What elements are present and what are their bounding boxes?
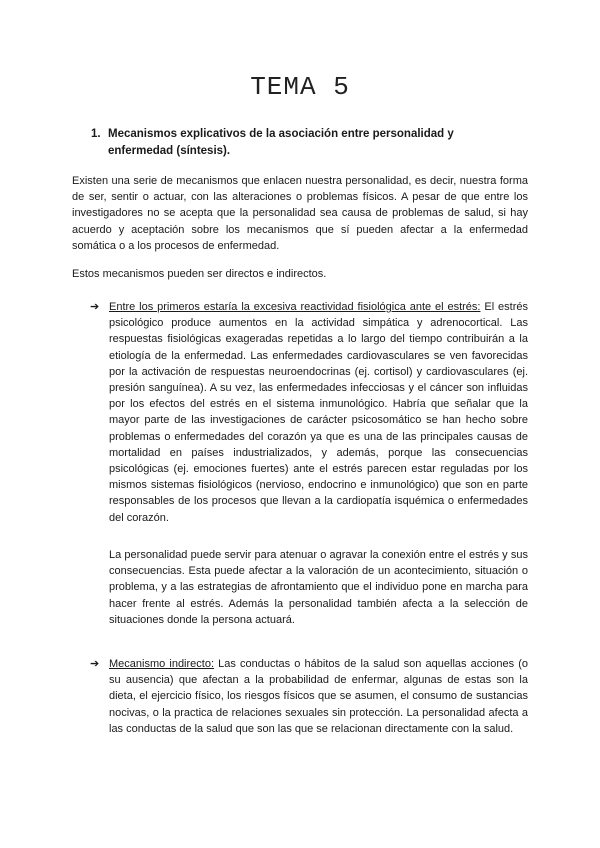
bullet-body: El estrés psicológico produce aumentos en la actividad simpática y adrenocortical. Las respuestas fisiológicas exageradas repetidas a lo largo del tiempo contribuirán a la etiología de la enfermedad. Las enfermedades cardiovasculares se ven favorecidas por la activación de respuestas neuroendocrinas (ej. cortisol) y cardiovasculares (ej. presión sanguínea). A su vez, las enfermedades infecciosas y el cáncer son influidas por los efectos del estrés en el sistema inmunológico. Habría que señalar que la mayor parte de las investigaciones de carácter psicosomático se han hecho sobre problemas o enfermedades del corazón ya que es una de las principales causas de mortalidad en países industrializados, y además, porque las consecuencias psicológicas (ej. emociones fuertes) ante el estrés parecen estar reguladas por los mismos sistemas fisiológicos (nervioso, endocrino e inmunológico) que son en parte responsables de los procesos que llevan a la cardiopatía isquémica o enfermedades del corazón. bbox=[109, 301, 528, 524]
section-number: 1. bbox=[91, 128, 101, 140]
bullet-text bbox=[109, 299, 528, 526]
bullet-direct-mechanism bbox=[90, 299, 528, 526]
arrow-icon: ➔ bbox=[90, 301, 100, 313]
arrow-icon: ➔ bbox=[90, 658, 100, 670]
bullet-lead: Mecanismo indirecto: bbox=[109, 658, 215, 670]
section-heading bbox=[91, 126, 511, 160]
types-paragraph: Estos mecanismos pueden ser directos e indirectos. bbox=[72, 268, 327, 280]
bullet-indirect-mechanism bbox=[90, 656, 528, 737]
document-title: TEMA 5 bbox=[250, 72, 350, 102]
bullet-lead: Entre los primeros estaría la excesiva reactividad fisiológica ante el estrés: bbox=[109, 301, 481, 313]
section-heading-text: Mecanismos explicativos de la asociación entre personalidad y enfermedad (síntesis). bbox=[108, 128, 454, 157]
bullet-text bbox=[109, 656, 528, 737]
personality-paragraph: La personalidad puede servir para atenuar o agravar la conexión entre el estrés y sus consecuencias. Esta puede afectar a la valoración de un acontecimiento, situación o problema, y a las estrategias de afrontamiento que el individuo pone en marcha para hacer frente al estrés. Además la personalidad también afecta a la selección de situaciones donde la persona actuará. bbox=[109, 549, 528, 626]
intro-paragraph: Existen una serie de mecanismos que enlacen nuestra personalidad, es decir, nuestra forma de ser, sentir o actuar, con las alteraciones o problemas físicos. A pesar de que entre los investigadores no se acepta que la personalidad sea causa de problemas de salud, si hay acuerdo y aceptación sobre los mecanismos que sí pueden afectar a la enfermedad somática o a los procesos de enfermedad. bbox=[72, 175, 528, 252]
bullet-body: Las conductas o hábitos de la salud son aquellas acciones (o su ausencia) que afectan a la probabilidad de enfermar, algunas de estas son la dieta, el ejercicio físico, los riesgos físicos que se asumen, el consumo de sustancias nocivas, o la practica de relaciones sexuales sin protección. La personalidad afecta a las conductas de la salud que son las que se relacionan directamente con la salud. bbox=[109, 658, 528, 735]
